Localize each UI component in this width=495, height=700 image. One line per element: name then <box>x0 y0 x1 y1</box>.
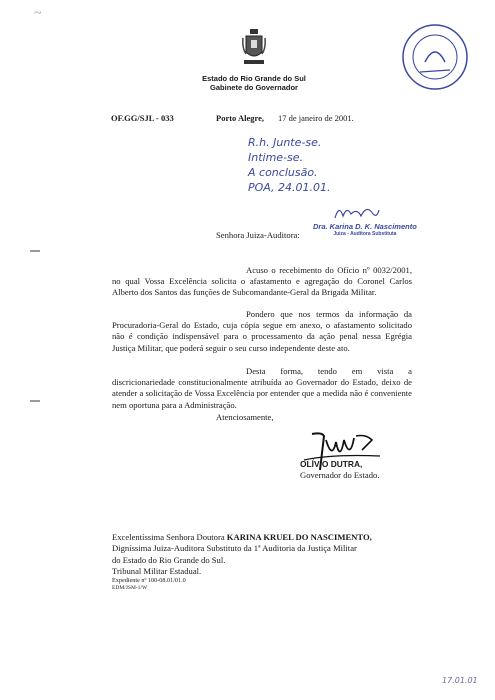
judge-stamp <box>313 222 417 237</box>
binder-hole-mark <box>30 250 40 252</box>
handwritten-line: POA, 24.01.01. <box>248 181 331 194</box>
addressee-name: KARINA KRUEL DO NASCIMENTO, <box>226 532 372 542</box>
addressee-line-4: Tribunal Militar Estadual. <box>112 565 202 576</box>
corner-mark-top-left: ~ <box>34 6 42 21</box>
binder-hole-mark <box>30 400 40 402</box>
signer-title: Governador do Estado. <box>300 470 380 480</box>
addressee-line-2: Digníssima Juiza-Auditora Substituto da 1ª Auditoria da Justiça Militar <box>112 543 357 554</box>
signer-block <box>300 459 379 481</box>
judge-initials-signature <box>333 202 381 224</box>
signer-name: OLÍVIO DUTRA, <box>300 459 363 469</box>
handwritten-line: Intime-se. <box>248 151 304 164</box>
paragraph-2: Pondero que nos termos da informação da Procuradoria-Geral do Estado, cuja cópia segue em anexo, o afastamento solicitado não é condição indispensável para o processamento da ação penal nessa Egrégia Justiça Militar, que poderá seguir o seu curso independente deste ato. <box>112 309 412 353</box>
judge-stamp-title: Juiza - Auditora Substituta <box>333 231 397 237</box>
reference-place: Porto Alegre, <box>216 113 264 123</box>
closing: Atenciosamente, <box>216 412 274 422</box>
paragraph-1: Acuso o recebimento do Ofício nº 0032/2001, no qual Vossa Excelência solicita o afastamento e agregação do Coronel Carlos Alberto dos Santos das funções de Subcomandante-Geral da Brigada Militar. <box>112 265 412 298</box>
letterhead-state: Estado do Rio Grande do Sul <box>202 74 306 83</box>
letterhead-office: Gabinete do Governador <box>210 83 298 92</box>
salutation: Senhora Juiza-Auditora: <box>216 230 300 240</box>
handwritten-line: A conclusão. <box>248 166 318 179</box>
reference-date: 17 de janeiro de 2001. <box>278 113 354 123</box>
corner-mark-bottom-right: 17.01.01 <box>442 676 478 685</box>
round-stamp-icon <box>400 22 470 92</box>
reference-code: OF.GG/SJL - 033 <box>111 113 174 123</box>
expediente-number: Expediente nº 100-08.01/01.0 <box>112 577 186 585</box>
coat-of-arms-icon <box>242 28 266 68</box>
addressee-block <box>112 532 372 592</box>
judge-stamp-name: Dra. Karina D. K. Nascimento <box>313 222 417 231</box>
addressee-line-3: do Estado do Rio Grande do Sul. <box>112 554 226 565</box>
paragraph-3: Desta forma, tendo em vista a discricionariedade constitucionalmente atribuída ao Governador do Estado, deixo de atender a solicitação de Vossa Excelência por entender que a medida não é conveniente nem oportuna para a Administração. <box>112 366 412 410</box>
addressee-prefix: Excelentíssima Senhora Doutora <box>112 532 227 542</box>
addressee-line-1 <box>112 532 372 543</box>
handwritten-line: R.h. Junte-se. <box>248 136 322 149</box>
letterhead <box>190 74 318 92</box>
document-code: EDM/JSM-1/W <box>112 585 148 592</box>
handwritten-note <box>248 135 331 195</box>
